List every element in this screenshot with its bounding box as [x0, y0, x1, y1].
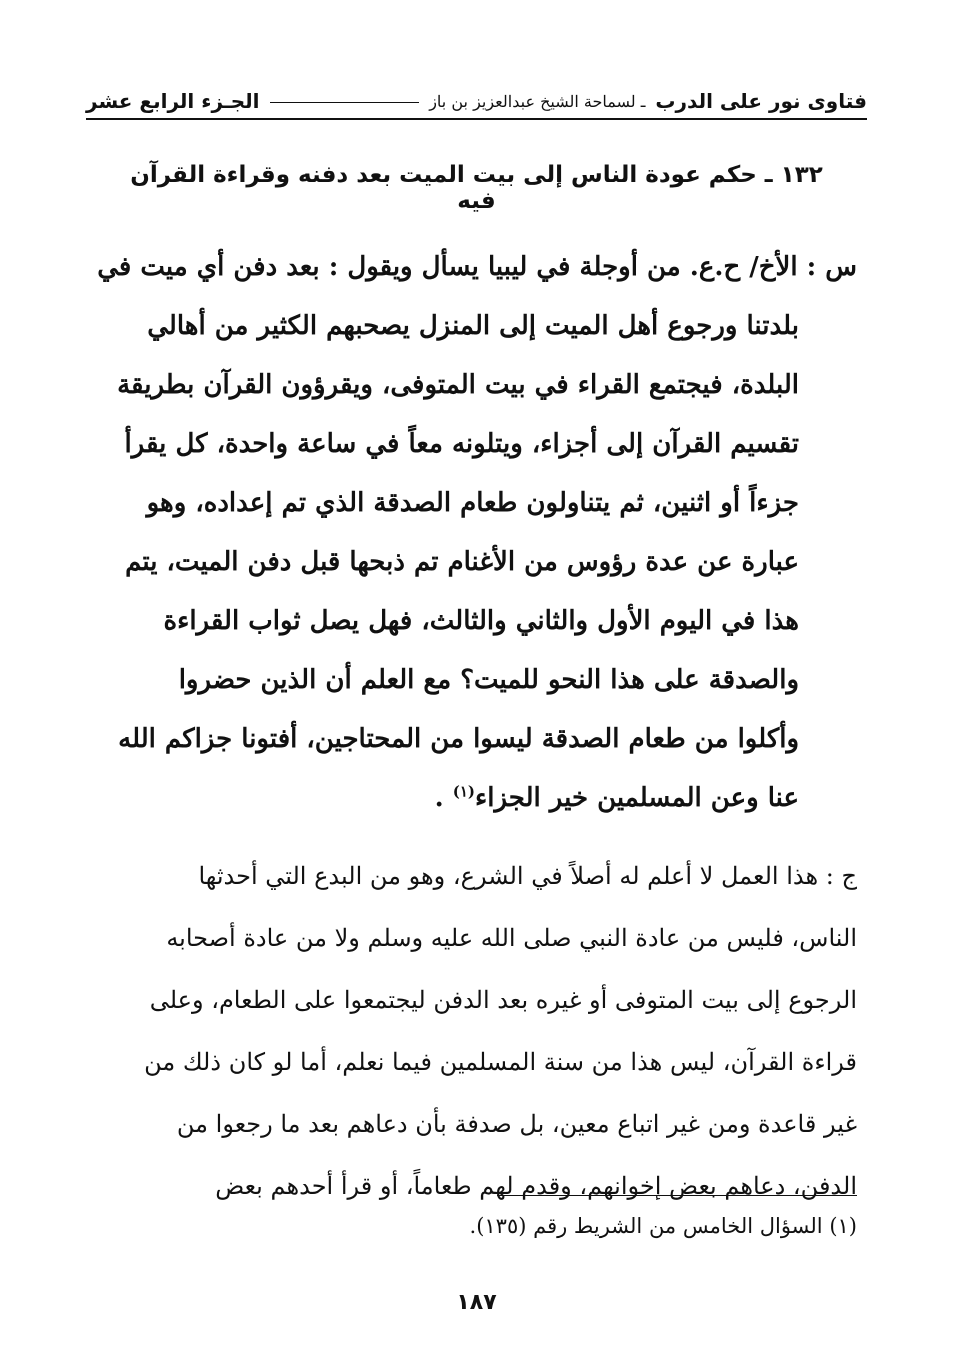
- answer-line: قراءة القرآن، ليس هذا من سنة المسلمين فيما نعلم، أما لو كان ذلك من: [144, 1048, 857, 1076]
- question-line: تقسيم القرآن إلى أجزاء، ويتلونه معاً في ساعة واحدة، كل يقرأ: [124, 429, 799, 459]
- question-line-text: الأخ/ ح.ع. من أوجلة في ليبيا يسأل ويقول : بعد دفن أي ميت في: [97, 252, 798, 282]
- page-number: ١٨٧: [456, 1290, 497, 1315]
- question-end-mark: .: [434, 783, 453, 813]
- answer-line: [90, 845, 857, 907]
- footnote-reference[interactable]: (١): [452, 782, 476, 801]
- answer-line: غير قاعدة ومن غير اتباع معين، بل صدفة بأن دعاهم بعد ما رجعوا من: [176, 1110, 857, 1138]
- header-divider: [270, 102, 420, 103]
- answer-line: الدفن، دعاهم بعض إخوانهم، وقدم لهم طعاماً، أو قرأ أحدهم بعض: [215, 1172, 857, 1200]
- running-header: [86, 84, 867, 120]
- answer-line: الرجوع إلى بيت المتوفى أو غيره بعد الدفن ليجتمعوا على الطعام، وعلى: [149, 986, 857, 1014]
- question-label: س :: [806, 252, 857, 282]
- question-line: البلدة، فيجتمع القراء في بيت المتوفى، ويقرؤون القرآن بطريقة: [117, 370, 799, 400]
- fatwa-title: ١٣٢ ـ حكم عودة الناس إلى بيت الميت بعد دفنه وقراءة القرآن فيه: [130, 162, 823, 214]
- answer-paragraph: [90, 845, 857, 1217]
- question-line: [90, 769, 857, 828]
- question-line: والصدقة على هذا النحو للميت؟ مع العلم أن الذين حضروا: [178, 665, 799, 695]
- question-line: عبارة عن عدة رؤوس من الأغنام تم ذبحها قبل دفن الميت، يتم: [125, 547, 799, 577]
- footnote-divider: [497, 1195, 857, 1196]
- author-name: ـ لسماحة الشيخ عبدالعزيز بن باز: [429, 91, 646, 111]
- answer-line-text: هذا العمل لا أعلم له أصلاً في الشرع، وهو من البدع التي أحدثها: [198, 862, 819, 890]
- question-line-text: عنا وعن المسلمين خير الجزاء: [475, 783, 799, 813]
- answer-label: ج :: [825, 862, 857, 890]
- question-line: [90, 238, 857, 297]
- question-line: هذا في اليوم الأول والثاني والثالث، فهل يصل ثواب القراءة: [163, 606, 799, 636]
- question-line: جزءاً أو اثنين، ثم يتناولون طعام الصدقة الذي تم إعداده، وهو: [146, 488, 799, 518]
- book-title: فتاوى نور على الدرب: [655, 89, 867, 113]
- answer-line: الناس، فليس من عادة النبي صلى الله عليه وسلم ولا من عادة أصحابه: [166, 924, 857, 952]
- volume-label: الجـزء الرابع عشر: [86, 89, 260, 113]
- footnote: (١) السؤال الخامس من الشريط رقم (١٣٥).: [469, 1214, 857, 1238]
- question-paragraph: [90, 238, 857, 828]
- question-line: وأكلوا من طعام الصدقة ليسوا من المحتاجين، أفتونا جزاكم الله: [118, 724, 799, 754]
- question-line: بلدتنا ورجوع أهل الميت إلى المنزل يصحبهم الكثير من أهالي: [147, 311, 799, 341]
